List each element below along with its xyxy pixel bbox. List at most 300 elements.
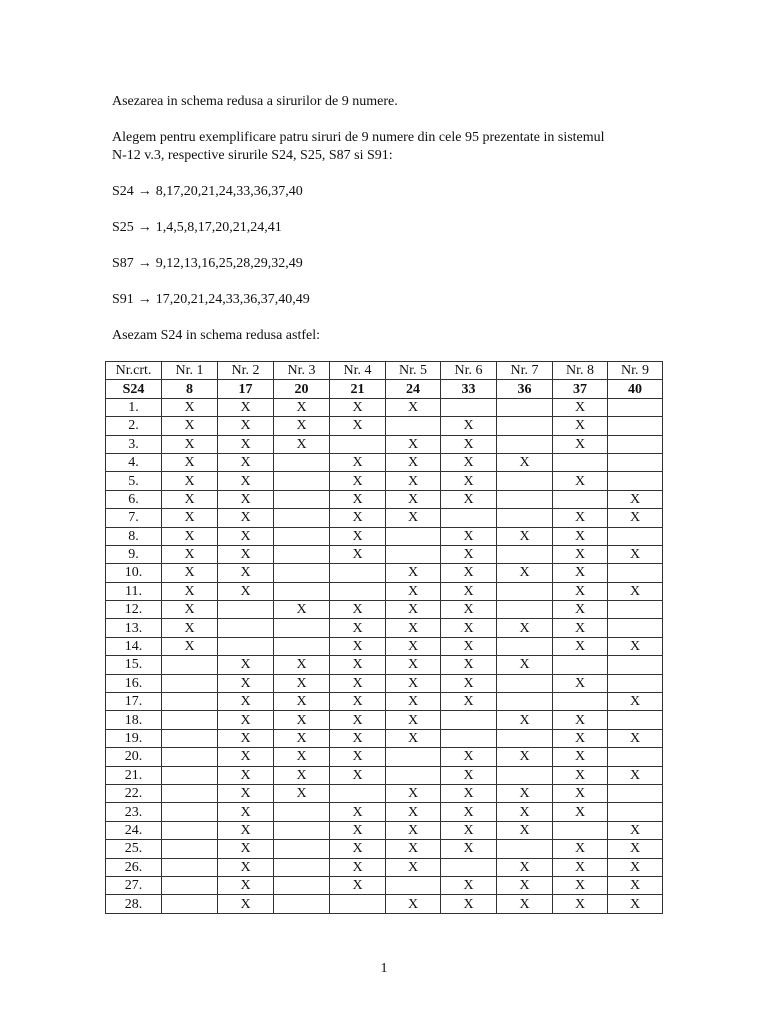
mark-cell: X [330, 693, 386, 711]
mark-cell: X [441, 895, 497, 913]
empty-cell [330, 895, 386, 913]
mark-cell: X [218, 784, 274, 802]
empty-cell [162, 895, 218, 913]
mark-cell: X [441, 748, 497, 766]
mark-cell: X [608, 509, 663, 527]
table-row [106, 472, 663, 490]
empty-cell [441, 398, 497, 416]
empty-cell [608, 417, 663, 435]
row-number-cell: 25. [106, 840, 162, 858]
mark-cell: X [386, 637, 441, 655]
empty-cell [497, 582, 553, 600]
subheader-cell: 24 [386, 380, 441, 398]
empty-cell [274, 876, 330, 894]
empty-cell [553, 453, 608, 471]
mark-cell: X [386, 509, 441, 527]
empty-cell [162, 784, 218, 802]
empty-cell [497, 472, 553, 490]
row-number-cell: 1. [106, 398, 162, 416]
empty-cell [162, 693, 218, 711]
mark-cell: X [386, 858, 441, 876]
mark-cell: X [608, 582, 663, 600]
row-number-cell: 3. [106, 435, 162, 453]
mark-cell: X [330, 840, 386, 858]
mark-cell: X [553, 398, 608, 416]
table-row [106, 876, 663, 894]
empty-cell [162, 729, 218, 747]
mark-cell: X [274, 398, 330, 416]
empty-cell [608, 453, 663, 471]
empty-cell [274, 545, 330, 563]
mark-cell: X [386, 693, 441, 711]
empty-cell [330, 564, 386, 582]
empty-cell [274, 858, 330, 876]
header-row [106, 362, 663, 380]
mark-cell: X [162, 601, 218, 619]
mark-cell: X [274, 784, 330, 802]
row-number-cell: 22. [106, 784, 162, 802]
table-row [106, 821, 663, 839]
empty-cell [608, 601, 663, 619]
empty-cell [608, 398, 663, 416]
empty-cell [274, 803, 330, 821]
mark-cell: X [218, 876, 274, 894]
mark-cell: X [218, 490, 274, 508]
empty-cell [162, 748, 218, 766]
mark-cell: X [608, 490, 663, 508]
row-number-cell: 10. [106, 564, 162, 582]
row-number-cell: 18. [106, 711, 162, 729]
table-row [106, 748, 663, 766]
mark-cell: X [553, 601, 608, 619]
mark-cell: X [497, 803, 553, 821]
arrow-right-icon: → [137, 256, 152, 271]
empty-cell [497, 398, 553, 416]
mark-cell: X [330, 509, 386, 527]
intro-line-2: N-12 v.3, respective sirurile S24, S25, S87 si S91: [112, 148, 393, 163]
empty-cell [497, 601, 553, 619]
mark-cell: X [218, 509, 274, 527]
mark-cell: X [330, 490, 386, 508]
table-row [106, 564, 663, 582]
empty-cell [274, 509, 330, 527]
arrow-right-icon: → [137, 220, 152, 235]
table-row [106, 840, 663, 858]
row-number-cell: 17. [106, 693, 162, 711]
mark-cell: X [386, 821, 441, 839]
mark-cell: X [218, 729, 274, 747]
mark-cell: X [162, 453, 218, 471]
table-row [106, 656, 663, 674]
sequence-line [112, 220, 282, 236]
table-row [106, 601, 663, 619]
mark-cell: X [553, 417, 608, 435]
row-number-cell: 4. [106, 453, 162, 471]
empty-cell [274, 895, 330, 913]
mark-cell: X [330, 417, 386, 435]
mark-cell: X [441, 840, 497, 858]
empty-cell [162, 674, 218, 692]
mark-cell: X [386, 435, 441, 453]
mark-cell: X [218, 693, 274, 711]
row-number-cell: 13. [106, 619, 162, 637]
mark-cell: X [330, 729, 386, 747]
empty-cell [386, 545, 441, 563]
mark-cell: X [162, 490, 218, 508]
empty-cell [553, 693, 608, 711]
empty-cell [274, 490, 330, 508]
mark-cell: X [330, 637, 386, 655]
row-number-cell: 16. [106, 674, 162, 692]
mark-cell: X [218, 766, 274, 784]
empty-cell [274, 527, 330, 545]
mark-cell: X [497, 821, 553, 839]
table-row [106, 693, 663, 711]
table-row [106, 674, 663, 692]
mark-cell: X [386, 490, 441, 508]
row-number-cell: 21. [106, 766, 162, 784]
mark-cell: X [497, 748, 553, 766]
mark-cell: X [330, 803, 386, 821]
empty-cell [608, 656, 663, 674]
mark-cell: X [330, 545, 386, 563]
table-row [106, 398, 663, 416]
row-number-cell: 27. [106, 876, 162, 894]
mark-cell: X [218, 656, 274, 674]
mark-cell: X [441, 803, 497, 821]
empty-cell [497, 840, 553, 858]
page-title: Asezarea in schema redusa a sirurilor de 9 numere. [112, 94, 398, 109]
mark-cell: X [553, 784, 608, 802]
row-number-cell: 28. [106, 895, 162, 913]
mark-cell: X [386, 840, 441, 858]
row-number-cell: 5. [106, 472, 162, 490]
mark-cell: X [162, 435, 218, 453]
mark-cell: X [553, 619, 608, 637]
empty-cell [608, 674, 663, 692]
mark-cell: X [553, 509, 608, 527]
mark-cell: X [274, 748, 330, 766]
sequence-name: S25 [112, 220, 134, 235]
empty-cell [608, 619, 663, 637]
empty-cell [441, 711, 497, 729]
mark-cell: X [218, 453, 274, 471]
mark-cell: X [441, 637, 497, 655]
reduced-schema-table [105, 361, 663, 914]
mark-cell: X [330, 398, 386, 416]
empty-cell [162, 821, 218, 839]
empty-cell [608, 803, 663, 821]
empty-cell [608, 564, 663, 582]
mark-cell: X [497, 619, 553, 637]
table-row [106, 858, 663, 876]
header-cell: Nr. 1 [162, 362, 218, 380]
mark-cell: X [162, 619, 218, 637]
mark-cell: X [497, 527, 553, 545]
mark-cell: X [608, 693, 663, 711]
empty-cell [218, 619, 274, 637]
mark-cell: X [162, 545, 218, 563]
mark-cell: X [553, 729, 608, 747]
empty-cell [330, 582, 386, 600]
mark-cell: X [497, 564, 553, 582]
mark-cell: X [553, 564, 608, 582]
sequence-numbers: 17,20,21,24,33,36,37,40,49 [155, 292, 310, 307]
mark-cell: X [553, 582, 608, 600]
mark-cell: X [274, 729, 330, 747]
sequence-numbers: 9,12,13,16,25,28,29,32,49 [155, 256, 303, 271]
mark-cell: X [553, 876, 608, 894]
mark-cell: X [386, 472, 441, 490]
mark-cell: X [274, 601, 330, 619]
mark-cell: X [330, 748, 386, 766]
row-number-cell: 8. [106, 527, 162, 545]
table-row [106, 527, 663, 545]
mark-cell: X [497, 711, 553, 729]
sequence-name: S24 [112, 184, 134, 199]
empty-cell [162, 711, 218, 729]
mark-cell: X [386, 784, 441, 802]
sequence-name: S91 [112, 292, 134, 307]
mark-cell: X [274, 417, 330, 435]
empty-cell [497, 435, 553, 453]
subheader-cell: 33 [441, 380, 497, 398]
mark-cell: X [330, 858, 386, 876]
sequence-numbers: 8,17,20,21,24,33,36,37,40 [155, 184, 303, 199]
mark-cell: X [274, 674, 330, 692]
empty-cell [608, 435, 663, 453]
mark-cell: X [330, 656, 386, 674]
mark-cell: X [441, 545, 497, 563]
header-cell: Nr. 3 [274, 362, 330, 380]
header-cell: Nr. 5 [386, 362, 441, 380]
header-cell: Nr.crt. [106, 362, 162, 380]
table-row [106, 784, 663, 802]
subheader-cell: 37 [553, 380, 608, 398]
mark-cell: X [386, 895, 441, 913]
empty-cell [274, 582, 330, 600]
mark-cell: X [218, 803, 274, 821]
mark-cell: X [441, 490, 497, 508]
mark-cell: X [553, 748, 608, 766]
mark-cell: X [330, 876, 386, 894]
mark-cell: X [608, 729, 663, 747]
empty-cell [274, 564, 330, 582]
mark-cell: X [553, 766, 608, 784]
mark-cell: X [441, 417, 497, 435]
row-number-cell: 12. [106, 601, 162, 619]
mark-cell: X [218, 711, 274, 729]
mark-cell: X [218, 840, 274, 858]
table-row [106, 711, 663, 729]
mark-cell: X [218, 417, 274, 435]
sequence-numbers: 1,4,5,8,17,20,21,24,41 [155, 220, 282, 235]
mark-cell: X [553, 711, 608, 729]
table-row [106, 895, 663, 913]
mark-cell: X [162, 417, 218, 435]
empty-cell [274, 840, 330, 858]
mark-cell: X [553, 435, 608, 453]
mark-cell: X [441, 784, 497, 802]
mark-cell: X [497, 656, 553, 674]
mark-cell: X [218, 582, 274, 600]
mark-cell: X [608, 545, 663, 563]
empty-cell [497, 693, 553, 711]
subheader-cell: 8 [162, 380, 218, 398]
empty-cell [441, 858, 497, 876]
mark-cell: X [441, 674, 497, 692]
empty-cell [553, 490, 608, 508]
row-number-cell: 19. [106, 729, 162, 747]
empty-cell [441, 509, 497, 527]
row-number-cell: 9. [106, 545, 162, 563]
mark-cell: X [162, 582, 218, 600]
sequence-name: S87 [112, 256, 134, 271]
intro-line-1: Alegem pentru exemplificare patru siruri de 9 numere din cele 95 prezentate in sistemul [112, 130, 605, 145]
header-cell: Nr. 8 [553, 362, 608, 380]
empty-cell [162, 876, 218, 894]
empty-cell [274, 619, 330, 637]
empty-cell [386, 527, 441, 545]
mark-cell: X [218, 472, 274, 490]
empty-cell [553, 821, 608, 839]
row-number-cell: 7. [106, 509, 162, 527]
mark-cell: X [386, 729, 441, 747]
empty-cell [162, 840, 218, 858]
empty-cell [162, 766, 218, 784]
mark-cell: X [441, 453, 497, 471]
row-number-cell: 20. [106, 748, 162, 766]
empty-cell [608, 748, 663, 766]
empty-cell [608, 711, 663, 729]
empty-cell [497, 417, 553, 435]
mark-cell: X [497, 784, 553, 802]
mark-cell: X [386, 453, 441, 471]
row-number-cell: 2. [106, 417, 162, 435]
row-number-cell: 14. [106, 637, 162, 655]
mark-cell: X [608, 821, 663, 839]
mark-cell: X [274, 766, 330, 784]
row-number-cell: 23. [106, 803, 162, 821]
sequence-line [112, 184, 303, 200]
empty-cell [497, 490, 553, 508]
mark-cell: X [386, 803, 441, 821]
subheader-cell: S24 [106, 380, 162, 398]
table-row [106, 490, 663, 508]
mark-cell: X [441, 582, 497, 600]
empty-cell [386, 766, 441, 784]
mark-cell: X [386, 582, 441, 600]
empty-cell [162, 803, 218, 821]
mark-cell: X [218, 895, 274, 913]
mark-cell: X [218, 435, 274, 453]
empty-cell [386, 748, 441, 766]
table-row [106, 637, 663, 655]
mark-cell: X [441, 876, 497, 894]
mark-cell: X [162, 398, 218, 416]
mark-cell: X [441, 601, 497, 619]
mark-cell: X [330, 453, 386, 471]
mark-cell: X [553, 803, 608, 821]
mark-cell: X [608, 895, 663, 913]
mark-cell: X [386, 674, 441, 692]
empty-cell [497, 545, 553, 563]
mark-cell: X [497, 453, 553, 471]
mark-cell: X [330, 674, 386, 692]
mark-cell: X [553, 895, 608, 913]
mark-cell: X [274, 711, 330, 729]
empty-cell [162, 656, 218, 674]
mark-cell: X [441, 527, 497, 545]
table-row [106, 729, 663, 747]
mark-cell: X [553, 840, 608, 858]
mark-cell: X [330, 527, 386, 545]
subheader-cell: 20 [274, 380, 330, 398]
mark-cell: X [386, 656, 441, 674]
empty-cell [497, 509, 553, 527]
subheader-row [106, 380, 663, 398]
mark-cell: X [218, 748, 274, 766]
mark-cell: X [608, 637, 663, 655]
row-number-cell: 6. [106, 490, 162, 508]
mark-cell: X [553, 545, 608, 563]
mark-cell: X [218, 398, 274, 416]
header-cell: Nr. 7 [497, 362, 553, 380]
mark-cell: X [608, 766, 663, 784]
empty-cell [441, 729, 497, 747]
mark-cell: X [386, 601, 441, 619]
empty-cell [608, 527, 663, 545]
header-cell: Nr. 4 [330, 362, 386, 380]
table-row [106, 766, 663, 784]
empty-cell [497, 729, 553, 747]
mark-cell: X [441, 766, 497, 784]
mark-cell: X [608, 840, 663, 858]
mark-cell: X [553, 858, 608, 876]
empty-cell [608, 472, 663, 490]
header-cell: Nr. 9 [608, 362, 663, 380]
empty-cell [497, 637, 553, 655]
mark-cell: X [162, 527, 218, 545]
mark-cell: X [218, 821, 274, 839]
page-number: 1 [380, 961, 388, 976]
mark-cell: X [330, 472, 386, 490]
mark-cell: X [218, 564, 274, 582]
empty-cell [162, 858, 218, 876]
empty-cell [497, 674, 553, 692]
empty-cell [330, 435, 386, 453]
mark-cell: X [608, 876, 663, 894]
mark-cell: X [386, 564, 441, 582]
mark-cell: X [497, 858, 553, 876]
placement-caption: Asezam S24 in schema redusa astfel: [112, 328, 320, 343]
mark-cell: X [218, 858, 274, 876]
empty-cell [218, 601, 274, 619]
mark-cell: X [330, 766, 386, 784]
empty-cell [386, 417, 441, 435]
row-number-cell: 15. [106, 656, 162, 674]
empty-cell [274, 453, 330, 471]
empty-cell [330, 784, 386, 802]
empty-cell [553, 656, 608, 674]
table-row [106, 509, 663, 527]
table-row [106, 582, 663, 600]
empty-cell [497, 766, 553, 784]
table-row [106, 545, 663, 563]
mark-cell: X [330, 619, 386, 637]
mark-cell: X [274, 693, 330, 711]
subheader-cell: 40 [608, 380, 663, 398]
